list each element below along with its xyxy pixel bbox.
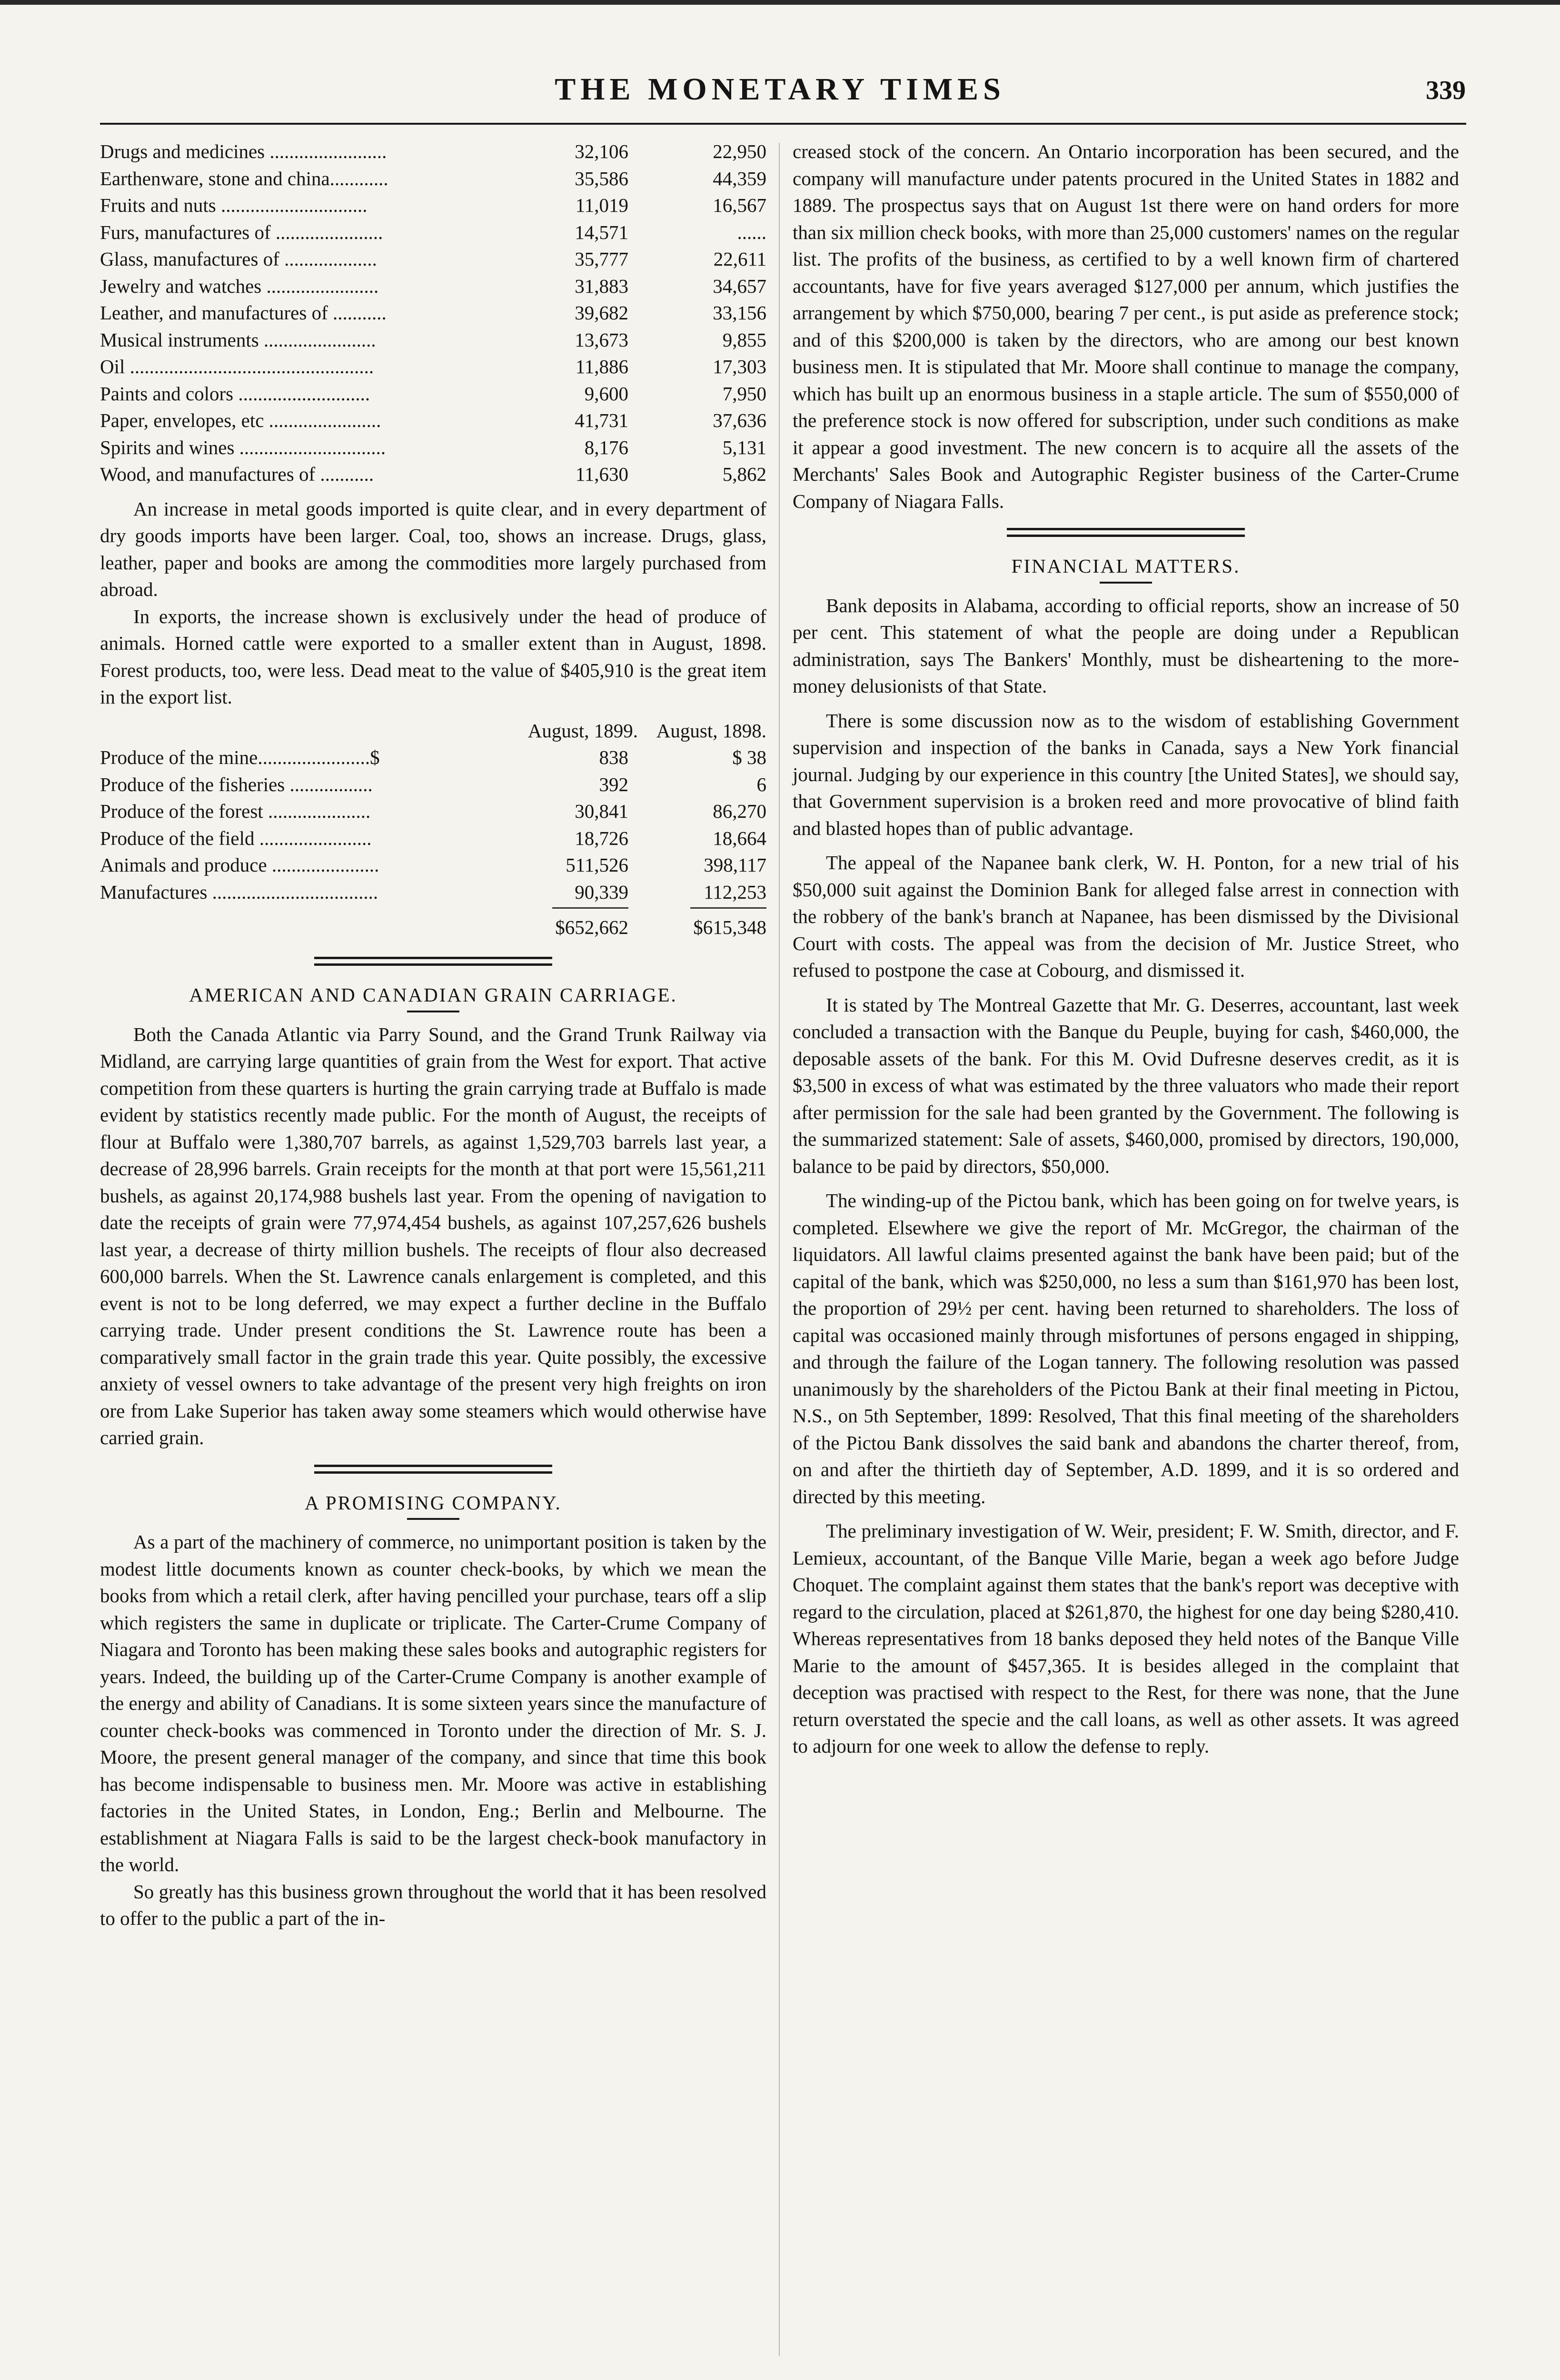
imports-row-label: Glass, manufactures of ................... — [100, 248, 377, 270]
imports-value-1: 35,777 — [575, 248, 628, 270]
imports-value-2: 5,131 — [722, 436, 766, 458]
exports-value-2: 398,117 — [704, 854, 766, 876]
exports-value-2: 18,664 — [713, 827, 766, 849]
exports-row-label: Manufactures .................................. — [100, 881, 378, 903]
column-header-1899: August, 1899. — [527, 719, 638, 742]
right-column — [793, 138, 1459, 1760]
section-separator — [793, 515, 1459, 553]
imports-row-label: Oil .................................................. — [100, 356, 374, 377]
masthead-title: THE MONETARY TIMES — [555, 72, 1005, 107]
imports-row — [100, 299, 766, 327]
imports-row-label: Leather, and manufactures of ........... — [100, 302, 387, 324]
sum-line — [690, 907, 766, 909]
section-separator — [100, 943, 766, 982]
heading-dash — [1100, 582, 1152, 584]
paragraph-supervision: There is some discussion now as to the wisdom of establishing Government supervision and inspection of the banks in Canada, says a New York financial journal. Judging by our experience in this country [the United States], we should say, that Government supervision is a broken reed and more provocative of blind faith and blasted hopes than of public advantage. — [793, 709, 1459, 839]
imports-value-2: 44,359 — [713, 167, 766, 189]
imports-value-2: 17,303 — [713, 356, 766, 377]
paragraph-alabama: Bank deposits in Alabama, according to official reports, show an increase of 50 per cent. This statement of what the people are doing under a Republican administration, says The Bankers' Monthly, must be disheartening to the more-money delusionists of that State. — [793, 594, 1459, 697]
exports-value-2: 6 — [756, 773, 766, 795]
imports-value-2: 37,636 — [713, 409, 766, 431]
imports-row-label: Wood, and manufactures of ........... — [100, 463, 374, 485]
imports-value-1: 32,106 — [575, 140, 628, 162]
paragraph-napanee: The appeal of the Napanee bank clerk, W. H. Ponton, for a new trial of his $50,000 suit against the Dominion Bank for alleged false arrest in connection with the robbery of the bank's branch at Napanee, has been dismissed by the Divisional Court with costs. The appeal was from the decision of Mr. Justice Street, who refused to postpone the case at Cobourg, and dismissed it. — [793, 852, 1459, 981]
imports-row — [100, 327, 766, 354]
imports-value-2: 5,862 — [722, 463, 766, 485]
heading-financial-matters: FINANCIAL MATTERS. — [1011, 555, 1241, 577]
imports-row — [100, 219, 766, 246]
imports-row — [100, 273, 766, 300]
sum-line — [552, 907, 628, 909]
paragraph-banque-du-peuple: It is stated by The Montreal Gazette that Mr. G. Deserres, accountant, last week concluded a transaction with the Banque du Peuple, buying for cash, $460,000, the deposable assets of the bank. For this M. Ovid Dufresne deserves credit, as it is $3,500 in excess of what was estimated by the three valuators who made their report after permission for the sale had been granted by the Government. The following is the summarized statement: Sale of assets, $460,000, promised by directors, 190,000, balance to be paid by directors, $50,000. — [793, 993, 1459, 1177]
imports-row-label: Musical instruments ....................... — [100, 328, 376, 351]
exports-row-label: Produce of the field ....................... — [100, 827, 372, 849]
page-number: 339 — [1426, 76, 1466, 105]
exports-row-label: Produce of the mine.......................$ — [100, 746, 380, 768]
exports-table-header — [100, 717, 766, 744]
exports-row — [100, 825, 766, 852]
section-separator — [100, 1451, 766, 1489]
imports-row-label: Jewelry and watches ....................... — [100, 275, 379, 297]
imports-row — [100, 353, 766, 380]
imports-row-label: Furs, manufactures of ...................... — [100, 221, 383, 243]
paragraph-exports: In exports, the increase shown is exclusively under the head of produce of animals. Horned cattle were exported to a smaller extent than in August, 1898. Forest products, too, were less. Dead meat to the value of $405,910 is the great item in the export list. — [100, 605, 766, 708]
imports-value-1: 11,886 — [575, 356, 628, 377]
total-1899: $652,662 — [555, 916, 628, 938]
imports-row-label: Drugs and medicines ........................ — [100, 140, 387, 162]
imports-value-1: 11,019 — [575, 194, 628, 216]
imports-row — [100, 461, 766, 488]
heading-dash — [407, 1011, 459, 1012]
paragraph-company-continued: creased stock of the concern. An Ontario incorporation has been secured, and the company will manufacture under patents procured in the United States in 1882 and 1889. The prospectus says that on August 1st there were on hand orders for more than six million check books, with more than 25,000 customers' names on the regular list. The profits of the business, as certified to by a well known firm of chartered accountants, have for five years averaged $127,000 per annum, which justifies the arrangement by which $750,000, bearing 7 per cent., is put aside as preference stock; and of this $200,000 is taken by the directors, who are among our best known business men. It is stipulated that Mr. Moore shall continue to manage the company, which has built up an enormous business in a staple article. The sum of $550,000 of the preference stock is now offered for subscription, under such conditions as make it appear a good investment. The new concern is to acquire all the assets of the Merchants' Sales Book and Autographic Register business of the Carter-Crume Company of Niagara Falls. — [793, 140, 1459, 512]
imports-value-1: 35,586 — [575, 167, 628, 189]
imports-row — [100, 380, 766, 407]
paragraph-company-2: So greatly has this business grown throughout the world that it has been resolved to offer to the public a part of the in- — [100, 1880, 766, 1929]
imports-value-1: 39,682 — [575, 302, 628, 324]
imports-value-1: 41,731 — [575, 409, 628, 431]
imports-value-2: 34,657 — [713, 275, 766, 297]
imports-value-2: 9,855 — [722, 328, 766, 351]
exports-row-label: Produce of the fisheries ................. — [100, 773, 373, 795]
exports-row-label: Produce of the forest ..................... — [100, 800, 371, 822]
exports-value-1: 511,526 — [566, 854, 628, 876]
exports-value-1: 30,841 — [575, 800, 628, 822]
imports-value-2: 22,950 — [713, 140, 766, 162]
exports-row — [100, 852, 766, 879]
paragraph-ville-marie: The preliminary investigation of W. Weir, president; F. W. Smith, director, and F. Lemieux, accountant, of the Banque Ville Marie, began a week ago before Judge Choquet. The complaint against them states that the bank's report was deceptive with regard to the circulation, placed at $261,870, the highest for one day being $280,410. Whereas representatives from 18 banks deposed they held notes of the Banque Ville Marie to the amount of $457,365. It is besides alleged in the complaint that deception was practised with respect to the Rest, for there was none, that the June return overstated the specie and the call loans, as well as other assets. It was agreed to adjourn for one week to allow the defense to reply. — [793, 1520, 1459, 1757]
top-border — [0, 0, 1560, 5]
paragraph-company-1: As a part of the machinery of commerce, no unimportant position is taken by the modest little documents known as counter check-books, by which we mean the books from which a retail clerk, after having pencilled your purchase, tears off a slip which registers the same in duplicate or triplicate. The Carter-Crume Company of Niagara and Toronto has been making these sales books and autographic registers for years. Indeed, the building up of the Carter-Crume Company is another example of the energy and ability of Canadians. It is some sixteen years since the manufacture of counter check-books was commenced in Toronto under the direction of Mr. S. J. Moore, the present general manager of the company, and since that time this book has become indispensable to business men. Mr. Moore was active in establishing factories in the United States, in London, Eng.; Berlin and Melbourne. The establishment at Niagara Falls is said to be the largest check-book manufactory in the world. — [100, 1531, 766, 1875]
imports-value-1: 8,176 — [584, 436, 628, 458]
imports-value-2: 33,156 — [713, 302, 766, 324]
imports-row-label: Earthenware, stone and china............ — [100, 167, 388, 189]
exports-row — [100, 798, 766, 825]
exports-row — [100, 879, 766, 906]
imports-row — [100, 407, 766, 434]
imports-row — [100, 434, 766, 461]
exports-rows — [100, 744, 766, 905]
header-rule — [100, 123, 1466, 125]
exports-value-1: 838 — [599, 746, 628, 768]
exports-table — [100, 717, 766, 944]
imports-value-2: ...... — [737, 221, 766, 243]
imports-row — [100, 165, 766, 192]
heading-promising-company: A PROMISING COMPANY. — [305, 1491, 562, 1514]
exports-total-row — [100, 905, 766, 943]
imports-row-label: Paints and colors ........................... — [100, 382, 370, 405]
imports-value-2: 7,950 — [722, 382, 766, 405]
paragraph-grain: Both the Canada Atlantic via Parry Sound, and the Grand Trunk Railway via Midland, are carrying large quantities of grain from the West for export. That active competition from these quarters is hurting the grain carrying trade at Buffalo is made evident by statistics recently made public. For the month of August, the receipts of flour at Buffalo were 1,380,707 barrels, as against 1,529,703 barrels last year, a decrease of 28,996 barrels. Grain receipts for the month at that port were 15,561,211 bushels, as against 20,174,988 bushels last year. From the opening of navigation to date the receipts of grain were 77,974,454 bushels, as against 107,257,626 bushels last year, a decrease of thirty million bushels. The receipts of flour also decreased 600,000 barrels. When the St. Lawrence canals enlargement is completed, and this event is not to be long deferred, we may expect a further decline in the Buffalo carrying trade. Under present conditions the St. Lawrence route has been a comparatively small factor in the grain trade this year. Quite possibly, the excessive anxiety of vessel owners to take advantage of the present very high freights on iron ore from Lake Superior has taken away some steamers which would otherwise have carried grain. — [100, 1023, 766, 1448]
exports-row — [100, 771, 766, 798]
exports-value-1: 90,339 — [575, 881, 628, 903]
imports-value-2: 22,611 — [713, 248, 766, 270]
imports-value-1: 9,600 — [584, 382, 628, 405]
exports-value-2: 86,270 — [713, 800, 766, 822]
left-column — [100, 138, 766, 1932]
imports-row — [100, 192, 766, 219]
imports-row-label: Paper, envelopes, etc ....................... — [100, 409, 381, 431]
imports-value-1: 13,673 — [575, 328, 628, 351]
imports-value-2: 16,567 — [713, 194, 766, 216]
column-divider — [779, 143, 780, 2356]
heading-dash — [407, 1518, 459, 1520]
imports-row-label: Spirits and wines .............................. — [100, 436, 386, 458]
imports-row — [100, 246, 766, 273]
exports-value-1: 18,726 — [575, 827, 628, 849]
paragraph-pictou: The winding-up of the Pictou bank, which has been going on for twelve years, is completed. Elsewhere we give the report of Mr. McGregor, the chairman of the liquidators. All lawful claims presented against the bank have been paid; but of the capital of the bank, which was $250,000, no less a sum than $161,970 has been lost, the proportion of 29½ per cent. having been returned to shareholders. The loss of capital was occasioned mainly through misfortunes of persons engaged in shipping, and through the failure of the Logan tannery. The following resolution was passed unanimously by the shareholders of the Pictou Bank at their final meeting in Pictou, N.S., on 5th September, 1899: Resolved, That this final meeting of the shareholders of the Pictou Bank dissolves the said bank and abandons the charter thereof, from, on and after the thirtieth day of September, A.D. 1899, and it is so ordered and directed by this meeting. — [793, 1190, 1459, 1507]
imports-value-1: 11,630 — [575, 463, 628, 485]
heading-grain-carriage: AMERICAN AND CANADIAN GRAIN CARRIAGE. — [189, 984, 677, 1006]
exports-value-1: 392 — [599, 773, 628, 795]
imports-value-1: 31,883 — [575, 275, 628, 297]
imports-row-label: Fruits and nuts .............................. — [100, 194, 368, 216]
imports-table — [100, 138, 766, 488]
total-1898: $615,348 — [693, 916, 766, 938]
imports-value-1: 14,571 — [575, 221, 628, 243]
exports-value-2: $ 38 — [732, 746, 766, 768]
exports-row — [100, 744, 766, 771]
imports-row — [100, 138, 766, 165]
column-header-1898: August, 1898. — [656, 719, 766, 742]
exports-value-2: 112,253 — [704, 881, 766, 903]
exports-row-label: Animals and produce ...................... — [100, 854, 379, 876]
paragraph-imports: An increase in metal goods imported is quite clear, and in every department of dry goods imports have been larger. Coal, too, shows an increase. Drugs, glass, leather, paper and books are among the commodities more largely purchased from abroad. — [100, 497, 766, 600]
